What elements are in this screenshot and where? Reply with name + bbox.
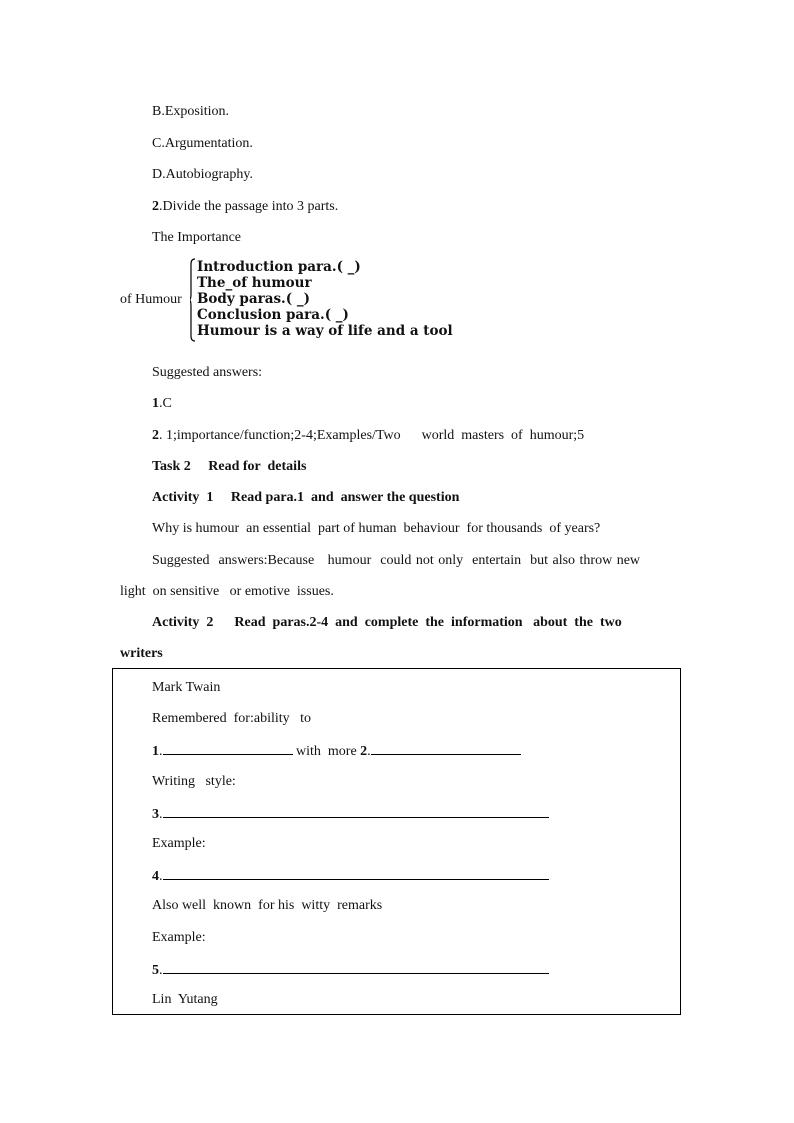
- question-2-number: 2: [152, 199, 159, 214]
- outline-item-function: The_of humour: [197, 275, 312, 291]
- activity-2-heading-line2: writers: [120, 646, 163, 661]
- outline-title-line2: of Humour: [120, 292, 182, 307]
- remembered-label: Remembered for:ability to: [152, 711, 312, 726]
- answer-2-number: 2: [152, 428, 159, 443]
- blank-4-field[interactable]: [163, 866, 549, 880]
- blank-5-number: 5: [152, 963, 159, 978]
- activity-1-answer-line2: light on sensitive or emotive issues.: [120, 584, 334, 599]
- example-label-2: Example:: [152, 930, 206, 945]
- activity-2-heading-line1: Activity 2 Read paras.2-4 and complete the information about the two: [152, 615, 622, 630]
- option-d: D.Autobiography.: [152, 167, 253, 182]
- answer-1-number: 1: [152, 396, 159, 411]
- blank-row-1-2: 1. with more 2.: [152, 741, 521, 761]
- activity-1-question: Why is humour an essential part of human behaviour for thousands of years?: [152, 521, 601, 536]
- blank-row-5: 5.: [152, 960, 549, 980]
- writer-1-name: Mark Twain: [152, 680, 221, 695]
- outline-brace: [190, 258, 196, 342]
- outline-item-body: Body paras.( _): [197, 291, 310, 307]
- outline-item-conclusion: Conclusion para.( _): [197, 307, 349, 323]
- answer-1-text: .C: [159, 396, 172, 411]
- outline-item-summary: Humour is a way of life and a tool: [197, 323, 453, 339]
- activity-1-heading: Activity 1 Read para.1 and answer the question: [152, 490, 460, 505]
- blank-3-number: 3: [152, 807, 159, 822]
- outline-item-introduction: Introduction para.( _): [197, 259, 361, 275]
- writing-style-label: Writing style:: [152, 774, 236, 789]
- answers-heading: Suggested answers:: [152, 365, 263, 380]
- task2-heading: Task 2 Read for details: [152, 459, 307, 474]
- writer-2-name: Lin Yutang: [152, 992, 218, 1007]
- blank-2-field[interactable]: [371, 741, 521, 755]
- blank-1-number: 1: [152, 744, 159, 759]
- answer-1: [152, 395, 172, 413]
- also-known-label: Also well known for his witty remarks: [152, 898, 383, 913]
- answer-2-text: . 1;importance/function;2-4;Examples/Two world masters of humour;5: [159, 428, 585, 443]
- blank-1-field[interactable]: [163, 741, 293, 755]
- activity-1-answer-line1: Suggested answers:Because humour could not only entertain but also throw new: [152, 553, 641, 568]
- blank-1-connector: with more: [292, 744, 361, 759]
- blank-row-4: 4.: [152, 866, 549, 886]
- blank-2-number: 2: [360, 744, 368, 759]
- blank-5-field[interactable]: [163, 960, 549, 974]
- example-label-1: Example:: [152, 836, 206, 851]
- blank-4-number: 4: [152, 869, 159, 884]
- outline-title-line1: The Importance: [152, 230, 242, 245]
- option-b: B.Exposition.: [152, 104, 230, 119]
- question-2-text: .Divide the passage into 3 parts.: [159, 199, 339, 214]
- blank-row-3: 3.: [152, 804, 549, 824]
- option-c: C.Argumentation.: [152, 136, 253, 151]
- question-2: [152, 198, 338, 216]
- blank-3-field[interactable]: [163, 804, 549, 818]
- answer-2: [152, 427, 584, 445]
